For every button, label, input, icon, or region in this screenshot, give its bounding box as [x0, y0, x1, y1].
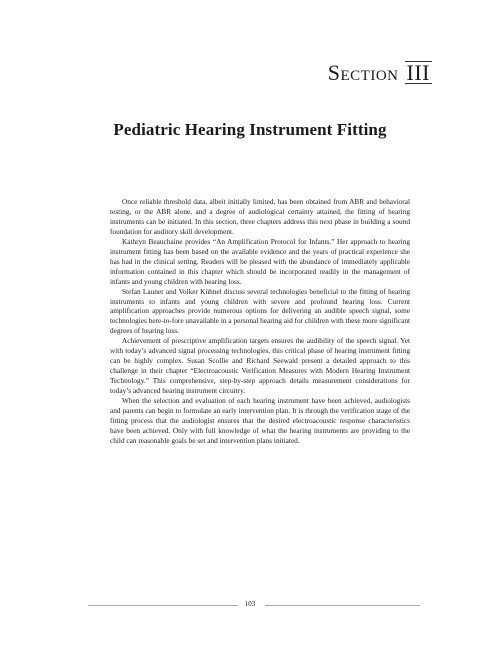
section-heading [328, 60, 432, 86]
paragraph: Achievement of prescriptive amplification targets ensures the audibility of the speech signal. Yet with today’s advanced signal processing technologies, this critical phase of hearing instrument fitting can be highly complex. Susan Scollie and Richard Seewald present a detailed approach to this challenge in their chapter “Electroacoustic Verification Measures with Modern Hearing Instrument Technology.” This comprehensive, step-by-step approach details measurement considerations for today’s advanced hearing instrument circuitry. [110, 336, 410, 396]
paragraph: Kathryn Beauchaine provides “An Amplification Protocol for Infants.” Her approach to hearing instrument fitting has been based on the available evidence and the years of practical experience she has had in the clinical setting. Readers will be pleased with the abundance of immediately applicable information contained in this chapter which should be incorporated readily in the management of infants and young children with hearing loss. [110, 236, 410, 286]
page-title: Pediatric Hearing Instrument Fitting [113, 120, 387, 139]
body-text [110, 197, 410, 446]
section-label: Section [327, 60, 399, 85]
footer-rule-right [265, 605, 420, 606]
paragraph: Stefan Launer and Volker Kühnel discuss several technologies beneficial to the fitting of hearing instruments to infants and young children with severe and profound hearing loss. Current amplification approaches provide numerous options for delivering an audible speech signal, some technologies here-to-fore unavailable in a personal hearing aid for children with these more significant degrees of hearing loss. [110, 286, 410, 336]
paragraph: When the selection and evaluation of each hearing instrument have been achieved, audiologists and parents can begin to formulate an early intervention plan. It is through the verification stage of the fitting process that the audiologist ensures that the desired electroacoustic response characteristics have been achieved. Only with full knowledge of what the hearing instruments are providing to the child can reasonable goals be set and intervention plans initiated. [110, 396, 410, 445]
page-number: 103 [244, 600, 256, 608]
section-numeral: III [406, 60, 430, 85]
paragraph: Once reliable threshold data, albeit initially limited, has been obtained from ABR and behavioral testing, or the ABR alone, and a degree of audiological certainty attained, the fitting of hearing instruments can be initiated. In this section, three chapters address this next phase in building a sound foundation for auditory skill development. [110, 197, 410, 236]
